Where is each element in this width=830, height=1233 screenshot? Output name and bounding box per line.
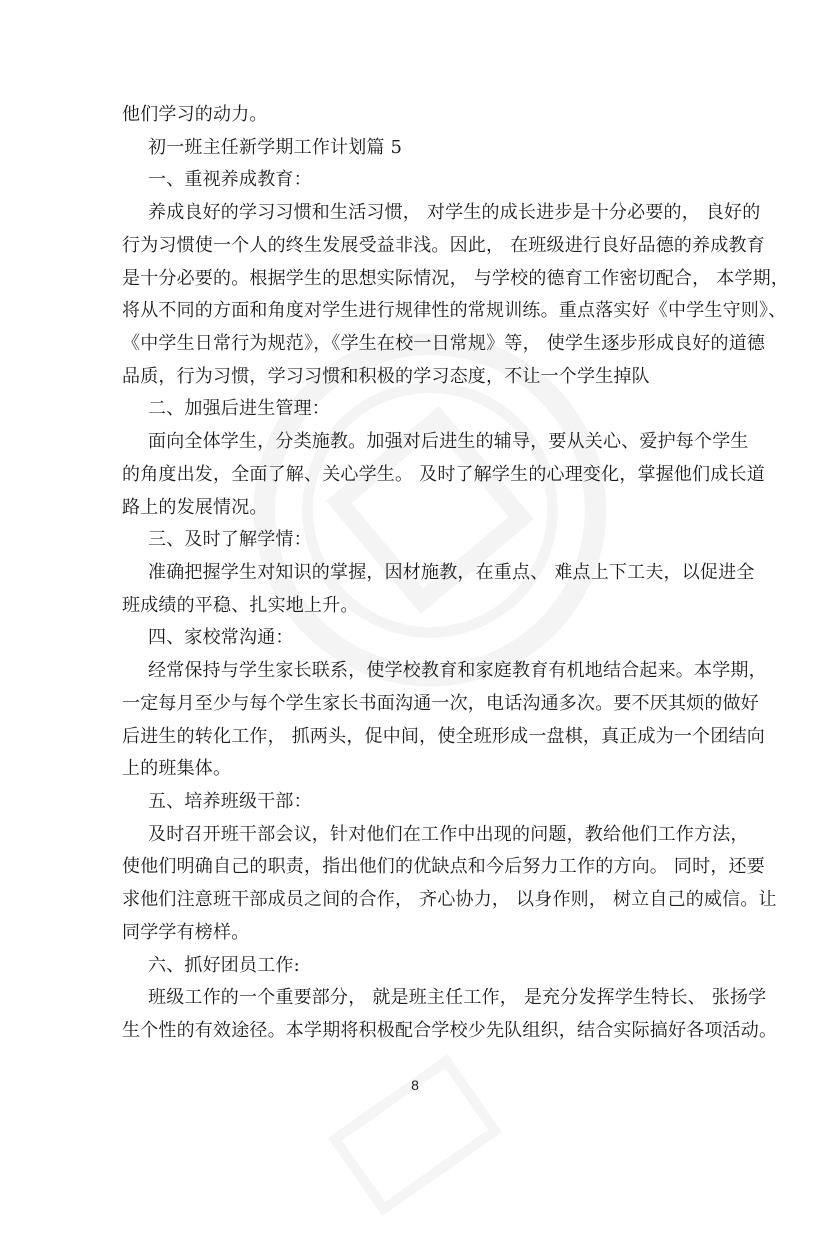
text-line: 生个性的有效途径。本学期将积极配合学校少先队组织，结合实际搞好各项活动。 [122, 1020, 778, 1041]
section-title: 初一班主任新学期工作计划篇 5 [148, 137, 403, 158]
text-line: 使他们明确自己的职责，指出他们的优缺点和今后努力工作的方向。 同时，还要 [122, 856, 765, 877]
text-line: 品质，行为习惯，学习习惯和积极的学习态度，不让一个学生掉队 [122, 366, 650, 387]
text-line: 路上的发展情况。 [122, 497, 268, 518]
text-line: 的角度出发，全面了解、关心学生。 及时了解学生的心理变化，掌握他们成长道 [122, 464, 765, 485]
text-line: 上的班集体。 [122, 758, 232, 779]
section-heading: 五、培养班级干部： [148, 791, 312, 812]
watermark-fragment-icon [311, 1037, 519, 1233]
text-line: 求他们注意班干部成员之间的合作， 齐心协力， 以身作则， 树立自己的威信。让 [122, 889, 777, 910]
text-line: 一定每月至少与每个学生家长书面沟通一次，电话沟通多次。要不厌其烦的做好 [122, 693, 759, 714]
text-line: 班级工作的一个重要部分， 就是班主任工作， 是充分发挥学生特长、 张扬学 [148, 987, 767, 1008]
section-heading: 三、及时了解学情： [148, 529, 312, 550]
page-number: 8 [411, 1077, 419, 1093]
text-line: 他们学习的动力。 [122, 104, 268, 125]
text-line: 行为习惯使一个人的终生发展受益非浅。因此， 在班级进行良好品德的养成教育 [122, 235, 765, 256]
section-heading: 二、加强后进生管理： [148, 398, 330, 419]
text-line: 将从不同的方面和角度对学生进行规律性的常规训练。重点落实好《中学生守则》、 [122, 300, 787, 321]
text-line: 是十分必要的。根据学生的思想实际情况， 与学校的德育工作密切配合， 本学期， [122, 268, 790, 289]
text-line: 面向全体学生，分类施教。加强对后进生的辅导，要从关心、爱护每个学生 [148, 431, 749, 452]
section-heading: 四、家校常沟通： [148, 627, 294, 648]
text-line: 《中学生日常行为规范》，《学生在校一日常规》等， 使学生逐步形成良好的道德 [122, 333, 766, 354]
text-line: 经常保持与学生家长联系，使学校教育和家庭教育有机地结合起来。本学期， [148, 660, 767, 681]
text-line: 准确把握学生对知识的掌握，因材施教，在重点、 难点上下工夫，以促进全 [148, 562, 755, 583]
text-line: 养成良好的学习习惯和生活习惯， 对学生的成长进步是十分必要的， 良好的 [148, 202, 761, 223]
section-heading: 一、重视养成教育： [148, 169, 312, 190]
text-line: 班成绩的平稳、扎实地上升。 [122, 595, 359, 616]
section-heading: 六、抓好团员工作: [148, 955, 300, 976]
text-line: 同学学有榜样。 [122, 922, 250, 943]
text-line: 及时召开班干部会议，针对他们在工作中出现的问题，教给他们工作方法， [148, 824, 749, 845]
text-line: 后进生的转化工作， 抓两头，促中间，使全班形成一盘棋，真正成为一个团结向 [122, 726, 765, 747]
